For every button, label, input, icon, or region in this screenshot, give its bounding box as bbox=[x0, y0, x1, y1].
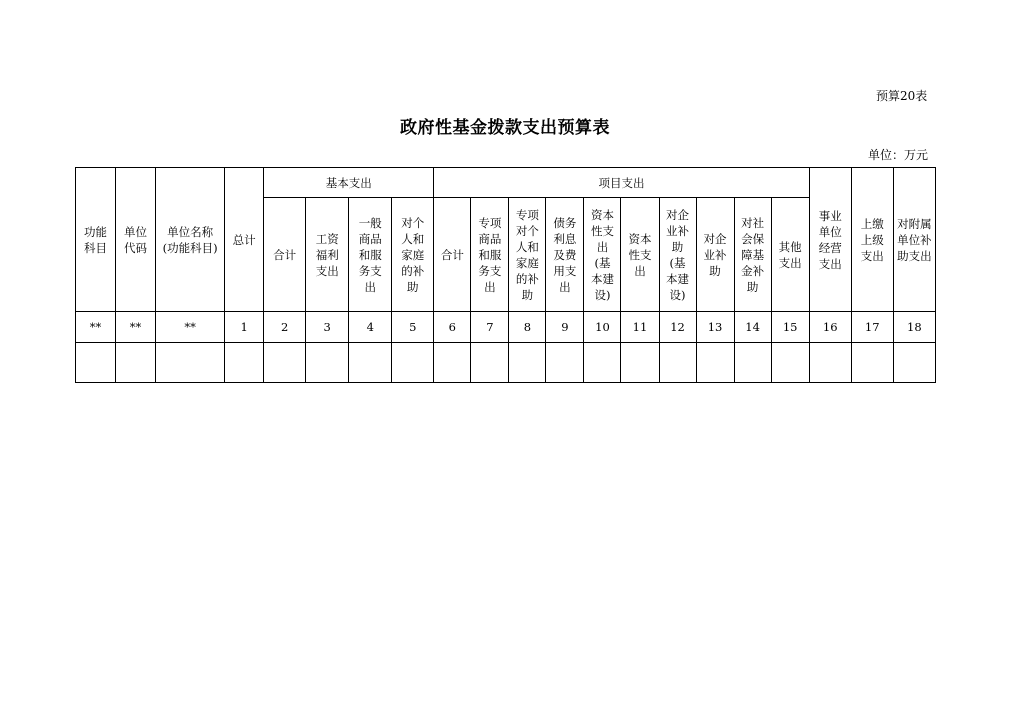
index-cell: 11 bbox=[621, 312, 659, 343]
header-project-total: 合计 bbox=[434, 198, 471, 312]
index-cell: ** bbox=[76, 312, 116, 343]
header-project-enterprise-subsidy: 对企业补助 bbox=[696, 198, 734, 312]
unit-label: 单位：万元 bbox=[868, 148, 929, 162]
header-unit-name: 单位名称(功能科目) bbox=[156, 168, 225, 312]
header-basic-total: 合计 bbox=[264, 198, 306, 312]
index-cell: ** bbox=[116, 312, 156, 343]
header-basic-expenditure: 基本支出 bbox=[264, 168, 434, 198]
data-cell bbox=[659, 343, 696, 383]
data-cell bbox=[771, 343, 809, 383]
header-project-other: 其他支出 bbox=[771, 198, 809, 312]
header-basic-individual-subsidy: 对个人和家庭的补助 bbox=[392, 198, 434, 312]
index-cell: 18 bbox=[893, 312, 935, 343]
data-row bbox=[76, 343, 936, 383]
data-cell bbox=[156, 343, 225, 383]
header-project-capital: 资本性支出 bbox=[621, 198, 659, 312]
index-cell: 16 bbox=[809, 312, 851, 343]
data-cell bbox=[546, 343, 584, 383]
data-cell bbox=[434, 343, 471, 383]
data-cell bbox=[392, 343, 434, 383]
index-cell: 5 bbox=[392, 312, 434, 343]
header-project-goods-services: 专项商品和服务支出 bbox=[471, 198, 509, 312]
header-project-enterprise-construction: 对企业补助(基本建设) bbox=[659, 198, 696, 312]
header-func-subject: 功能科目 bbox=[76, 168, 116, 312]
index-row bbox=[76, 312, 936, 343]
data-cell bbox=[509, 343, 546, 383]
header-higher-level-expenditure: 上缴上级支出 bbox=[851, 168, 893, 312]
header-project-expenditure: 项目支出 bbox=[434, 168, 809, 198]
data-cell bbox=[809, 343, 851, 383]
budget-table bbox=[75, 167, 936, 383]
index-cell: 9 bbox=[546, 312, 584, 343]
data-cell bbox=[851, 343, 893, 383]
data-cell bbox=[306, 343, 349, 383]
index-cell: 12 bbox=[659, 312, 696, 343]
header-row-group bbox=[76, 168, 936, 198]
data-cell bbox=[225, 343, 264, 383]
index-cell: 17 bbox=[851, 312, 893, 343]
header-project-capital-construction: 资本性支出(基本建设) bbox=[584, 198, 621, 312]
header-basic-wages: 工资福利支出 bbox=[306, 198, 349, 312]
header-project-debt-interest: 债务利息及费用支出 bbox=[546, 198, 584, 312]
index-cell: 8 bbox=[509, 312, 546, 343]
data-cell bbox=[349, 343, 392, 383]
header-institution-expenditure: 事业单位经营支出 bbox=[809, 168, 851, 312]
data-cell bbox=[264, 343, 306, 383]
data-cell bbox=[696, 343, 734, 383]
index-cell: 1 bbox=[225, 312, 264, 343]
index-cell: 7 bbox=[471, 312, 509, 343]
page-title: 政府性基金拨款支出预算表 bbox=[400, 118, 610, 138]
data-cell bbox=[76, 343, 116, 383]
header-basic-goods-services: 一般商品和服务支出 bbox=[349, 198, 392, 312]
index-cell: ** bbox=[156, 312, 225, 343]
index-cell: 2 bbox=[264, 312, 306, 343]
data-cell bbox=[621, 343, 659, 383]
data-cell bbox=[471, 343, 509, 383]
form-number: 预算20表 bbox=[876, 89, 928, 103]
header-unit-code: 单位代码 bbox=[116, 168, 156, 312]
index-cell: 6 bbox=[434, 312, 471, 343]
index-cell: 14 bbox=[734, 312, 771, 343]
header-project-social-security: 对社会保障基金补助 bbox=[734, 198, 771, 312]
data-cell bbox=[734, 343, 771, 383]
index-cell: 15 bbox=[771, 312, 809, 343]
header-total: 总计 bbox=[225, 168, 264, 312]
index-cell: 10 bbox=[584, 312, 621, 343]
index-cell: 13 bbox=[696, 312, 734, 343]
index-cell: 3 bbox=[306, 312, 349, 343]
header-subsidiary-expenditure: 对附属单位补助支出 bbox=[893, 168, 935, 312]
header-project-individual-subsidy: 专项对个人和家庭的补助 bbox=[509, 198, 546, 312]
data-cell bbox=[584, 343, 621, 383]
data-cell bbox=[893, 343, 935, 383]
data-cell bbox=[116, 343, 156, 383]
index-cell: 4 bbox=[349, 312, 392, 343]
